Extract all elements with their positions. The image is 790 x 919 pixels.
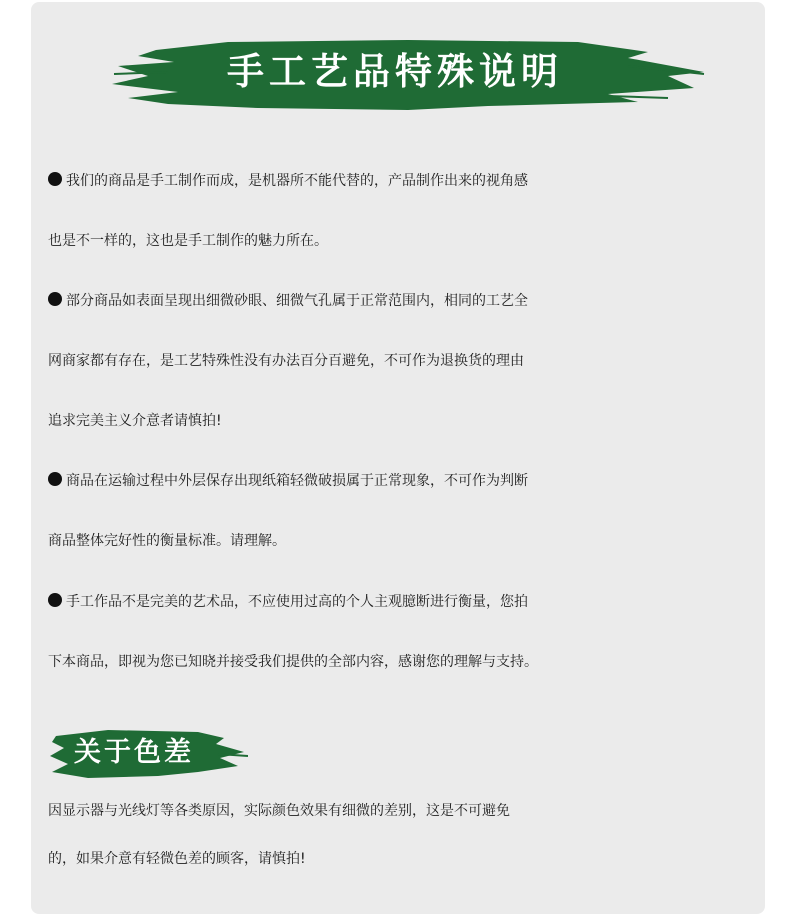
paragraph-4-line-1: 手工作品不是完美的艺术品，不应使用过高的个人主观臆断进行衡量，您拍 (0, 586, 790, 618)
paragraph-2-line-2: 网商家都有存在，是工艺特殊性没有办法百分百避免，不可作为退换货的理由 (48, 353, 524, 369)
bullet-icon (48, 172, 62, 186)
page-title: 手工艺品特殊说明 (227, 50, 563, 93)
paragraph-1-line-1: 我们的商品是手工制作而成，是机器所不能代替的，产品制作出来的视角感 (0, 165, 790, 197)
color-section-line-1: 因显示器与光线灯等各类原因，实际颜色效果有细微的差别，这是不可避免 (48, 803, 510, 819)
paragraph-4-line-2: 下本商品，即视为您已知晓并接受我们提供的全部内容，感谢您的理解与支持。 (48, 654, 538, 670)
bullet-icon (48, 593, 62, 607)
paragraph-2-line-1: 部分商品如表面呈现出细微砂眼、细微气孔属于正常范围内，相同的工艺全 (0, 285, 790, 317)
bullet-icon (48, 292, 62, 306)
bullet-icon (48, 472, 62, 486)
paragraph-1-line-2: 也是不一样的，这也是手工制作的魅力所在。 (48, 233, 328, 249)
section-heading-color-difference: 关于色差 (74, 737, 194, 768)
paragraph-3-line-2: 商品整体完好性的衡量标准。请理解。 (48, 533, 286, 549)
paragraph-2-line-3: 追求完美主义介意者请慎拍! (48, 413, 222, 429)
color-section-line-2: 的，如果介意有轻微色差的顾客，请慎拍! (48, 851, 306, 867)
paragraph-3-line-1: 商品在运输过程中外层保存出现纸箱轻微破损属于正常现象，不可作为判断 (0, 465, 790, 497)
